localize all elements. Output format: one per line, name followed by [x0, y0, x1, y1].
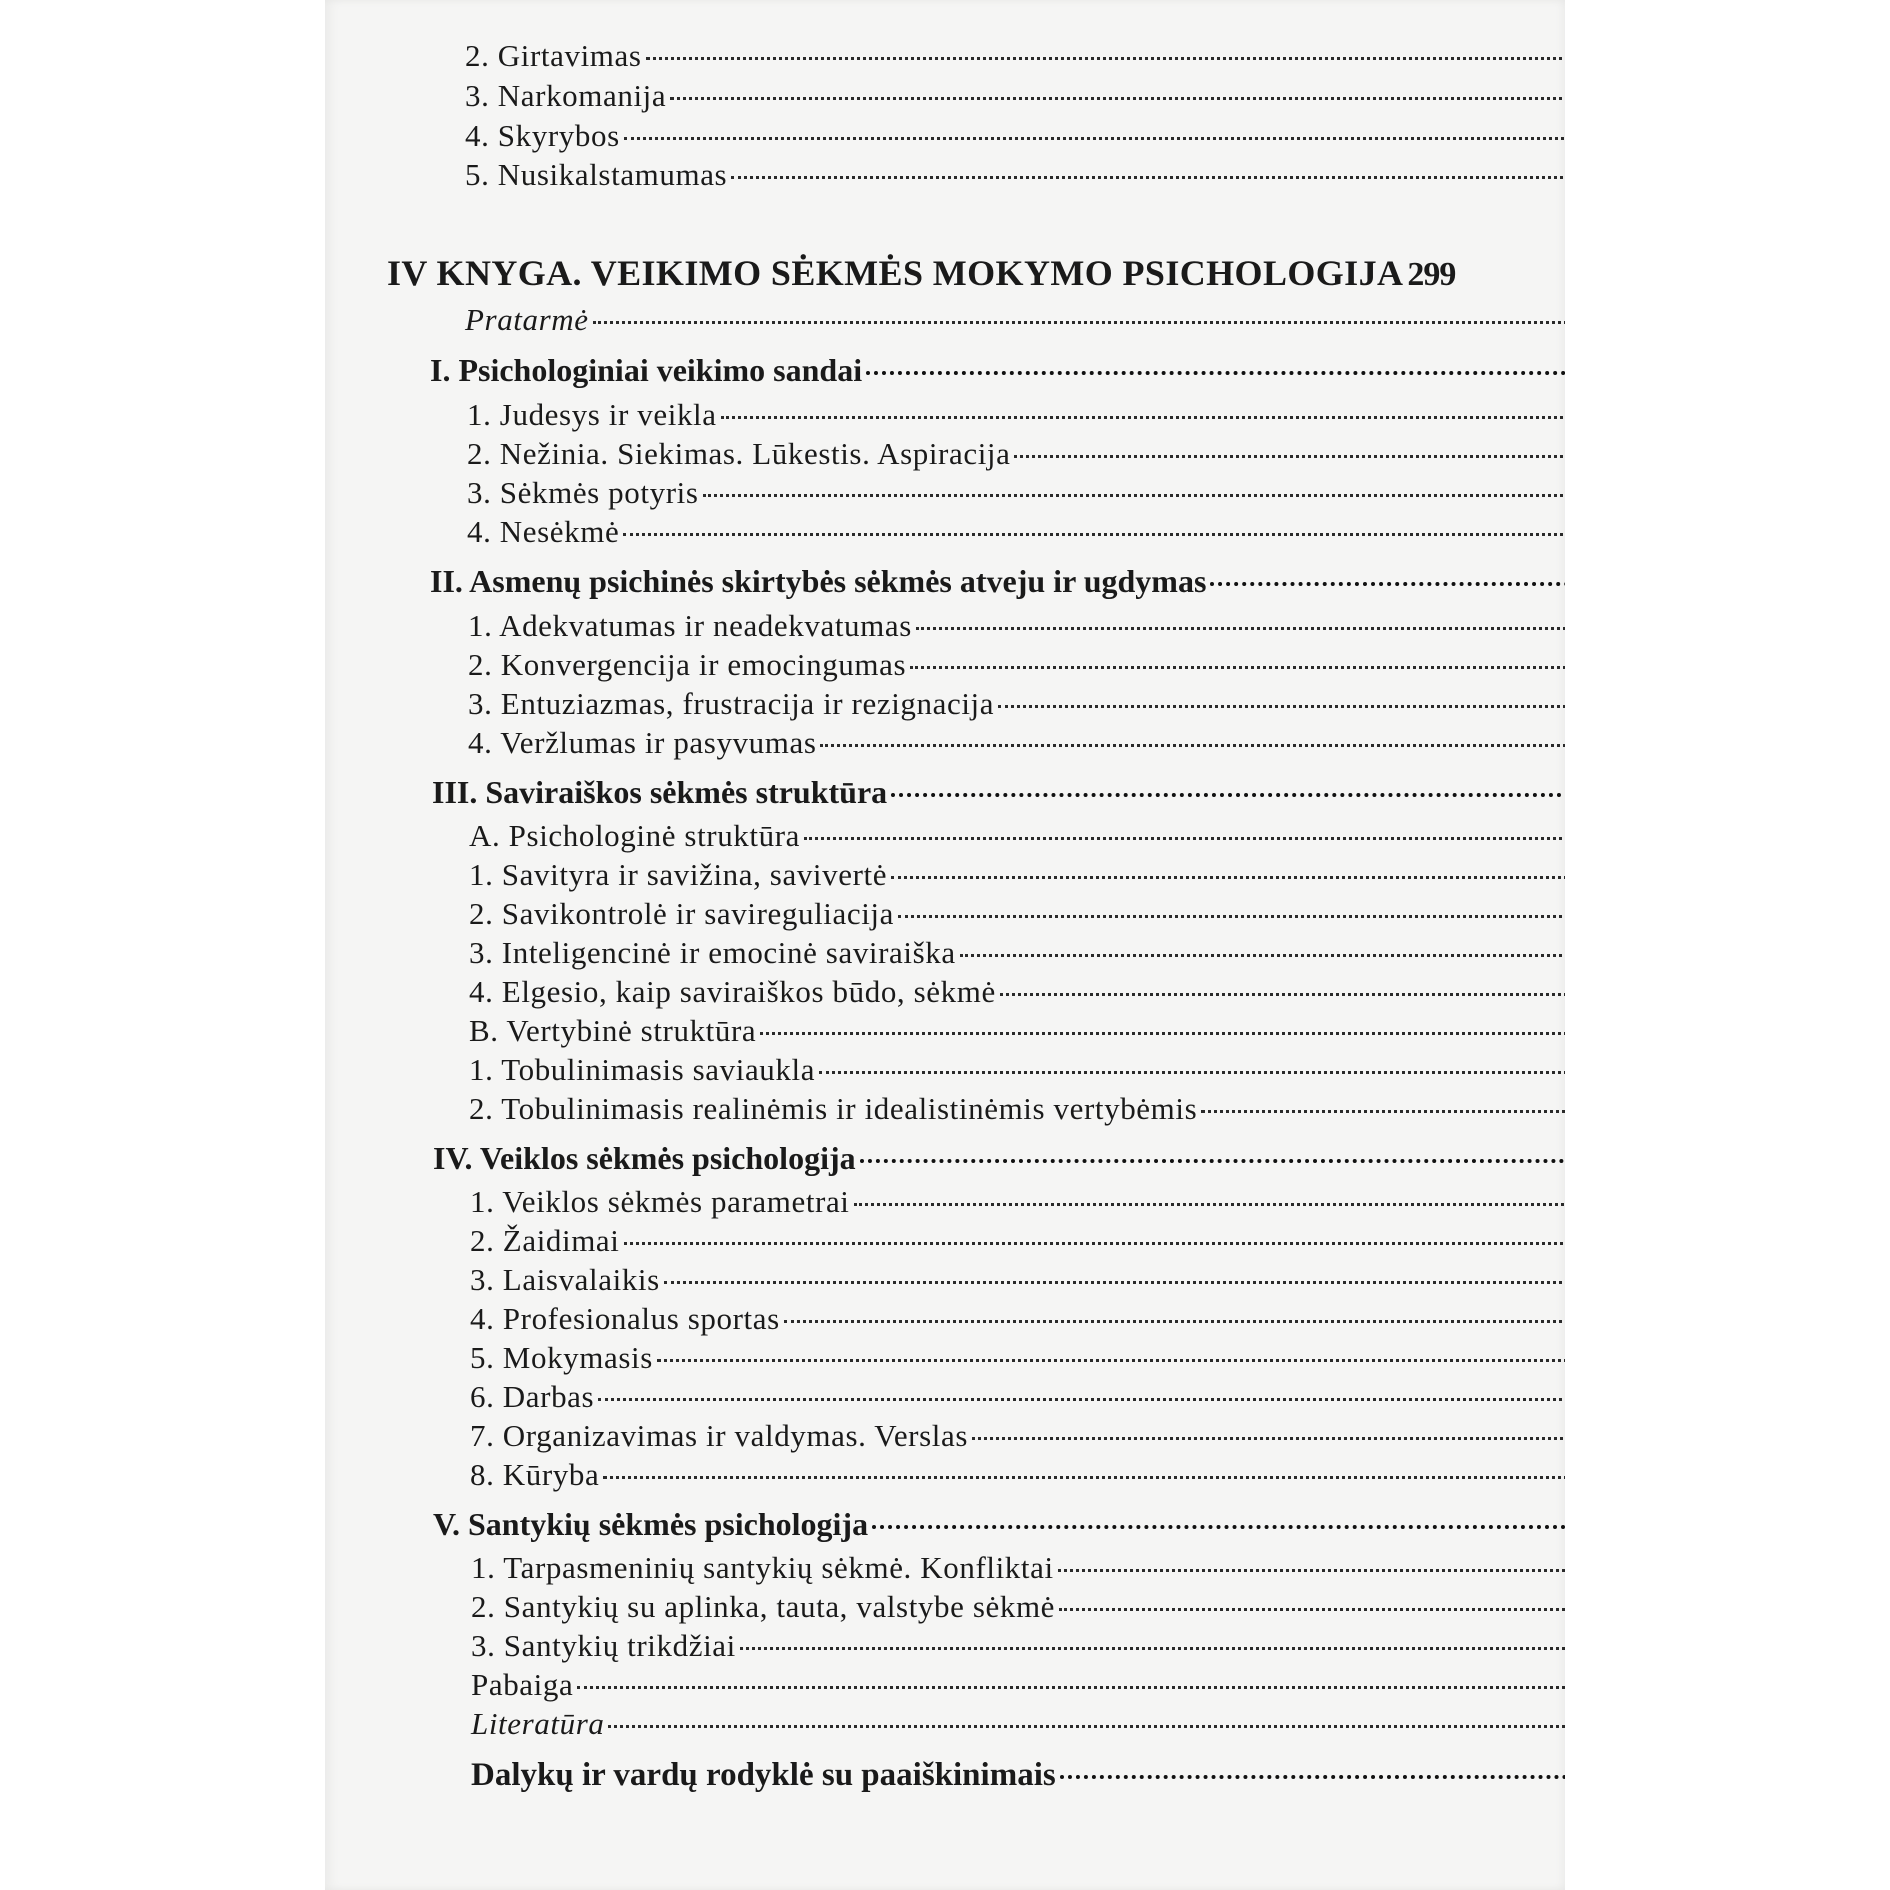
toc-entry: [470, 1184, 1661, 1220]
book-page-number: 299: [1407, 256, 1456, 293]
dot-leader: [998, 705, 1613, 708]
background-left: [0, 0, 325, 1890]
toc-entry-title: 2. Nežinia. Siekimas. Lūkestis. Aspiracija: [467, 436, 1011, 471]
dot-leader: [760, 1032, 1614, 1035]
dot-leader: [703, 494, 1611, 497]
toc-entry-title: 3. Inteligencinė ir emocinė saviraiška: [469, 935, 956, 970]
dot-leader: [721, 416, 1611, 419]
chapter-heading: [430, 352, 1655, 389]
chapter-title: II. Asmenų psichinės skirtybės sėkmės atveju ir ugdymas: [430, 563, 1207, 599]
toc-entry: [471, 1667, 1663, 1703]
toc-entry-title: 1. Savityra ir savižina, savivertė: [469, 857, 888, 892]
toc-entry: [470, 1418, 1661, 1454]
dot-leader: [820, 744, 1613, 747]
toc-entry: [471, 1628, 1663, 1664]
dot-leader: [1014, 455, 1610, 458]
toc-entry: [470, 1223, 1661, 1259]
chapter-heading: [432, 774, 1659, 811]
book-page: [325, 0, 1565, 1890]
toc-entry-title: 3. Laisvalaikis: [470, 1262, 660, 1297]
dot-leader: [872, 1525, 1614, 1529]
chapter-heading: [433, 1140, 1661, 1177]
dot-leader: [819, 1071, 1614, 1074]
toc-entry-title: 2. Konvergencija ir emocingumas: [468, 647, 907, 682]
dot-leader: [623, 533, 1610, 536]
dot-leader: [866, 371, 1606, 375]
index-entry: [471, 1757, 1665, 1794]
toc-entry: [465, 38, 1650, 74]
toc-entry: [470, 1301, 1661, 1337]
toc-entry-title: 1. Judesys ir veikla: [467, 397, 717, 432]
dot-leader: [972, 1437, 1616, 1440]
toc-entry-title: Pratarmė: [465, 302, 589, 337]
dot-leader: [577, 1686, 1618, 1689]
toc-entry: [469, 974, 1659, 1010]
dot-leader: [891, 876, 1614, 879]
toc-entry-title: 4. Profesionalus sportas: [470, 1301, 780, 1336]
toc-entry-title: Literatūra: [471, 1706, 605, 1741]
chapter-heading: [433, 1506, 1663, 1543]
toc-entry: [468, 686, 1658, 722]
toc-entry-title: 3. Entuziazmas, frustracija ir rezignacija: [468, 686, 995, 721]
dot-leader: [670, 97, 1605, 100]
toc-entry: [470, 1379, 1661, 1415]
dot-leader: [598, 1398, 1616, 1401]
toc-entry: [467, 436, 1655, 472]
toc-entry-title: 2. Tobulinimasis realinėmis ir idealistinėmis vertybėmis: [469, 1091, 1198, 1126]
toc-entry-title: 3. Sėkmės potyris: [467, 475, 699, 510]
book-title: IV KNYGA. VEIKIMO SĖKMĖS MOKYMO PSICHOLOGIJA: [387, 253, 1404, 293]
toc-entry-title: 5. Nusikalstamumas: [465, 157, 728, 192]
dot-leader: [854, 1203, 1617, 1206]
dot-leader: [731, 176, 1605, 179]
toc-entry-title: 2. Žaidimai: [470, 1223, 620, 1258]
dot-leader: [664, 1281, 1617, 1284]
toc-entry: [470, 1340, 1661, 1376]
toc-entry-title: 7. Organizavimas ir valdymas. Verslas: [470, 1418, 969, 1453]
dot-leader: [1210, 582, 1609, 586]
toc-entry-title: 1. Adekvatumas ir neadekvatumas: [468, 608, 912, 643]
toc-entry-title: 6. Darbas: [470, 1379, 595, 1414]
chapter-heading: [430, 563, 1658, 600]
toc-entry: [469, 1013, 1659, 1049]
dot-leader: [608, 1725, 1618, 1728]
toc-entry-title: 2. Santykių su aplinka, tauta, valstybe sėkmė: [471, 1589, 1056, 1624]
dot-leader: [1000, 993, 1615, 996]
toc-entry-title: 1. Tarpasmeninių santykių sėkmė. Konfliktai: [471, 1550, 1054, 1585]
dot-leader: [593, 321, 1609, 324]
toc-entry: [470, 1262, 1661, 1298]
dot-leader: [1059, 1608, 1618, 1611]
dot-leader: [891, 793, 1610, 797]
chapter-title: V. Santykių sėkmės psichologija: [433, 1506, 869, 1542]
toc-entry: [469, 857, 1659, 893]
dot-leader: [657, 1359, 1617, 1362]
toc-entry: [467, 514, 1655, 550]
toc-entry-title: 4. Nesėkmė: [467, 514, 620, 549]
toc-entry: [469, 1091, 1659, 1127]
dot-leader: [916, 627, 1614, 630]
toc-entry: [468, 647, 1658, 683]
toc-entry: [469, 818, 1659, 854]
toc-entry-title: Dalykų ir vardų rodyklė su paaiškinimais: [471, 1757, 1056, 1793]
toc-entry: [471, 1550, 1663, 1586]
dot-leader: [1060, 1775, 1615, 1779]
toc-entry: [469, 935, 1659, 971]
literature-entry: [471, 1706, 1663, 1742]
toc-entry-title: Pabaiga: [471, 1667, 574, 1702]
dot-leader: [910, 666, 1613, 669]
toc-entry-title: 4. Skyrybos: [465, 118, 620, 153]
dot-leader: [1058, 1569, 1619, 1572]
dot-leader: [603, 1476, 1616, 1479]
dot-leader: [784, 1320, 1617, 1323]
dot-leader: [960, 954, 1616, 957]
toc-entry-title: 1. Veiklos sėkmės parametrai: [470, 1184, 850, 1219]
toc-entry-title: 8. Kūryba: [470, 1457, 600, 1492]
toc-entry: [465, 157, 1650, 193]
toc-entry: [465, 118, 1650, 154]
background-right: [1565, 0, 1890, 1890]
toc-entry-title: A. Psichologinė struktūra: [469, 818, 800, 853]
toc-entry-title: 3. Santykių trikdžiai: [471, 1628, 736, 1663]
dot-leader: [624, 1242, 1617, 1245]
toc-entry: [467, 397, 1655, 433]
toc-entry-title: 1. Tobulinimasis saviaukla: [469, 1052, 816, 1087]
toc-entry: [469, 896, 1659, 932]
book-heading: [387, 252, 1653, 294]
toc-entry: [468, 608, 1658, 644]
toc-entry-title: 4. Elgesio, kaip saviraiškos būdo, sėkmė: [469, 974, 996, 1009]
toc-entry: [467, 475, 1655, 511]
toc-entry: [469, 1052, 1659, 1088]
toc-entry-title: 4. Veržlumas ir pasyvumas: [468, 725, 817, 760]
table-of-contents: [325, 0, 1565, 1890]
toc-entry: [470, 1457, 1661, 1493]
chapter-title: III. Saviraiškos sėkmės struktūra: [432, 774, 888, 810]
preface-entry: [465, 302, 1653, 338]
toc-entry-title: 2. Savikontrolė ir savireguliacija: [469, 896, 895, 931]
toc-entry: [471, 1589, 1663, 1625]
toc-entry-title: 3. Narkomanija: [465, 78, 667, 113]
dot-leader: [740, 1647, 1619, 1650]
toc-entry-title: 5. Mokymasis: [470, 1340, 653, 1375]
dot-leader: [624, 137, 1606, 140]
toc-entry-title: B. Vertybinė struktūra: [469, 1013, 757, 1048]
dot-leader: [898, 915, 1616, 918]
dot-leader: [1201, 1110, 1614, 1113]
dot-leader: [804, 837, 1615, 840]
dot-leader: [860, 1159, 1612, 1163]
chapter-title: IV. Veiklos sėkmės psichologija: [433, 1140, 856, 1176]
toc-entry: [465, 78, 1650, 114]
chapter-title: I. Psichologiniai veikimo sandai: [430, 352, 863, 388]
dot-leader: [646, 57, 1606, 60]
toc-entry-title: 2. Girtavimas: [465, 38, 642, 73]
toc-entry: [468, 725, 1658, 761]
